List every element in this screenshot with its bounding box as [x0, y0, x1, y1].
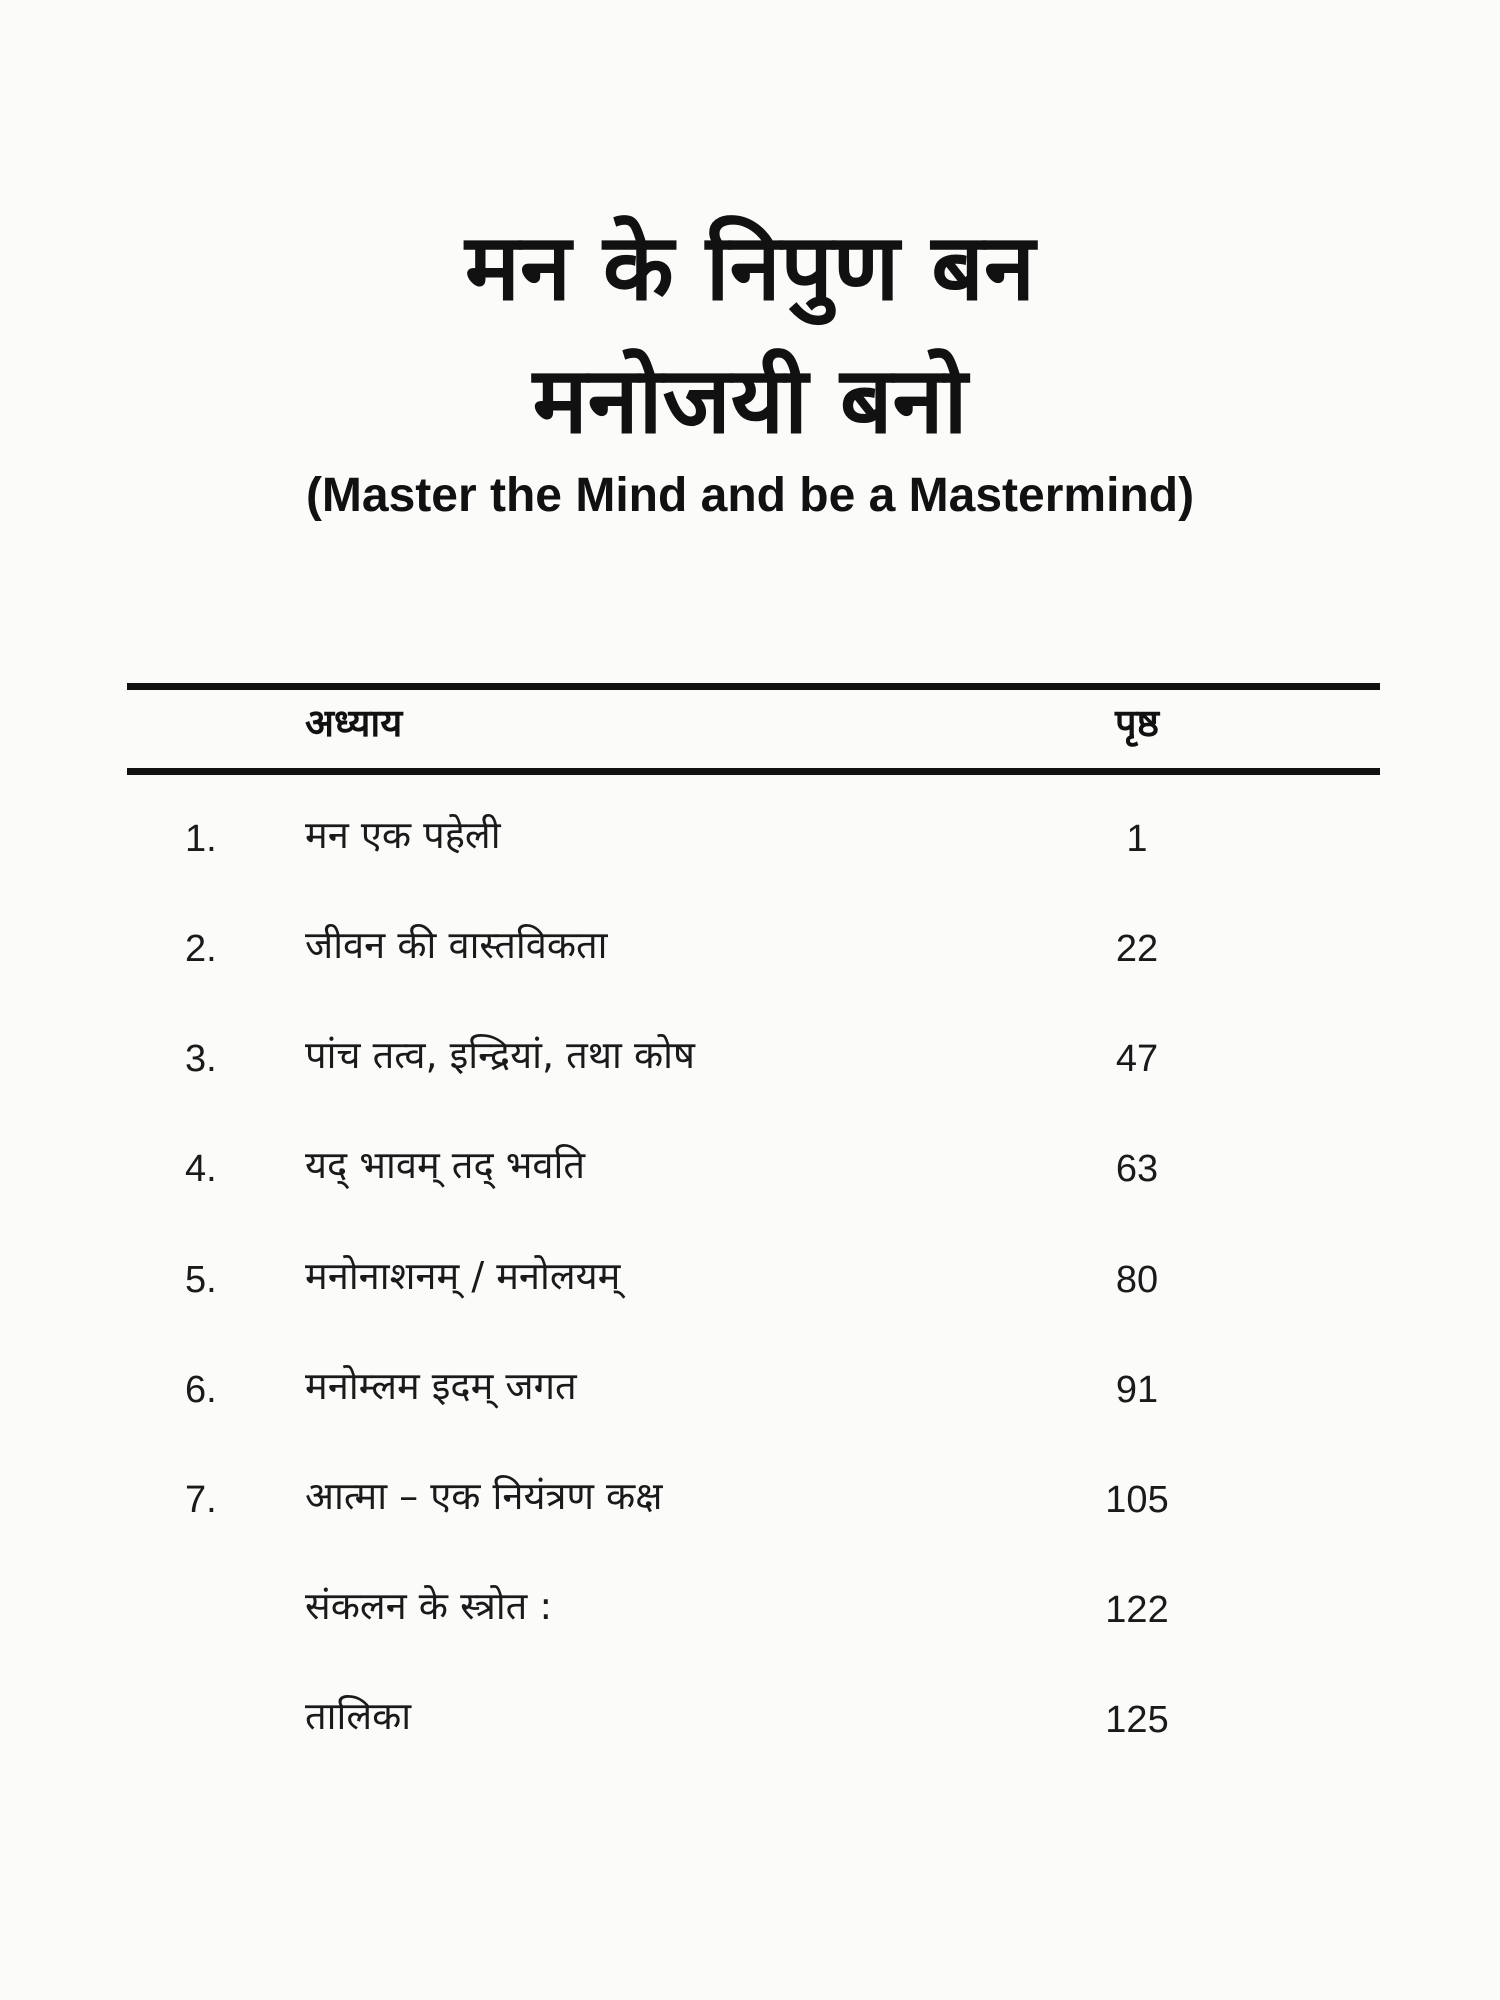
toc-chapter-title: आत्मा – एक नियंत्रण कक्ष: [305, 1474, 663, 1518]
toc-chapter-title: मनोनाशनम् / मनोलयम्: [305, 1254, 621, 1298]
toc-chapter-title: पांच तत्व, इन्द्रियां, तथा कोष: [305, 1033, 695, 1077]
toc-row: [127, 1689, 1380, 1749]
chapter-column-header: अध्याय: [305, 701, 403, 745]
toc-row: [127, 1249, 1380, 1309]
toc-page-number: 80: [1115, 1259, 1159, 1301]
toc-chapter-title: तालिका: [305, 1694, 412, 1738]
toc-chapter-number: 6.: [185, 1369, 217, 1411]
toc-page-number: 22: [1115, 928, 1159, 970]
toc-chapter-number: 1.: [185, 818, 217, 860]
title-line-1: मन के निपुण बन: [464, 214, 1036, 321]
toc-page-number: 47: [1115, 1038, 1159, 1080]
toc-chapter-number: 7.: [185, 1479, 217, 1521]
toc-chapter-title: जीवन की वास्तविकता: [305, 923, 608, 967]
toc-chapter-title: मनोम्लम इदम् जगत: [305, 1364, 577, 1408]
title-line-2: मनोजयी बनो: [532, 347, 968, 454]
toc-chapter-number: 5.: [185, 1259, 217, 1301]
toc-page-number: 122: [1105, 1589, 1169, 1631]
toc-row: [127, 918, 1380, 978]
toc-chapter-number: 4.: [185, 1148, 217, 1190]
page-column-header: पृष्ठ: [1115, 701, 1159, 745]
toc-page-number: 125: [1105, 1699, 1169, 1741]
toc-row: [127, 1028, 1380, 1088]
toc-page-number: 63: [1115, 1148, 1159, 1190]
toc-row: [127, 1359, 1380, 1419]
toc-row: [127, 1138, 1380, 1198]
toc-chapter-number: 3.: [185, 1038, 217, 1080]
toc-chapter-number: 2.: [185, 928, 217, 970]
subtitle: (Master the Mind and be a Mastermind): [305, 469, 1195, 522]
toc-page-number: 1: [1126, 818, 1148, 860]
toc-chapter-title: संकलन के स्त्रोत :: [305, 1584, 553, 1628]
table-top-rule: [127, 683, 1380, 690]
toc-page-number: 91: [1115, 1369, 1159, 1411]
toc-chapter-title: यद् भावम् तद् भवति: [305, 1143, 586, 1187]
toc-chapter-title: मन एक पहेली: [305, 813, 501, 857]
toc-row: [127, 1579, 1380, 1639]
toc-row: [127, 1469, 1380, 1529]
table-header-rule: [127, 768, 1380, 775]
toc-page-number: 105: [1105, 1479, 1169, 1521]
toc-row: [127, 808, 1380, 868]
